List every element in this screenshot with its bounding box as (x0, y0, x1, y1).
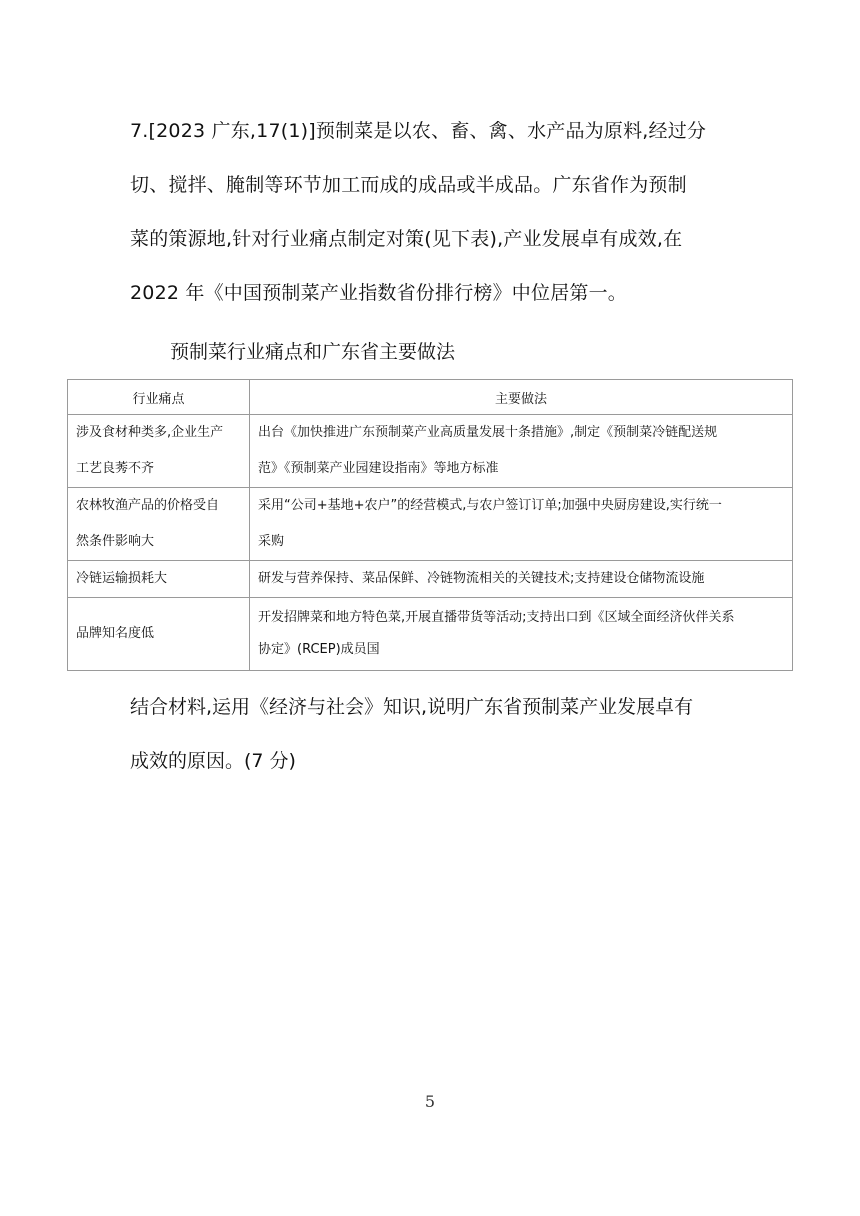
cell-line: 品牌知名度低 (76, 626, 155, 641)
intro-line: 切、搅拌、腌制等环节加工而成的成品或半成品。广东省作为预制 (130, 174, 687, 196)
table-row (68, 561, 793, 598)
question-prompt (130, 680, 740, 788)
cell-line: 出台《加快推进广东预制菜产业高质量发展十条措施》,制定《预制菜冷链配送规 (258, 425, 718, 440)
page-number: 5 (424, 1092, 436, 1111)
measure-cell (250, 598, 793, 671)
cell-line: 采用“公司+基地+农户”的经营模式,与农户签订订单;加强中央厨房建设,实行统一 (258, 498, 722, 513)
table-row (68, 488, 793, 561)
cell-line: 然条件影响大 (76, 534, 155, 549)
intro-line: 7.[2023 广东,17(1)]预制菜是以农、畜、禽、水产品为原料,经过分 (130, 120, 707, 142)
cell-line: 冷链运输损耗大 (76, 571, 168, 586)
prompt-line: 结合材料,运用《经济与社会》知识,说明广东省预制菜产业发展卓有 (130, 696, 694, 718)
cell-line: 范》《预制菜产业园建设指南》等地方标准 (258, 461, 499, 476)
cell-line: 开发招牌菜和地方特色菜,开展直播带货等活动;支持出口到《区域全面经济伙伴关系 (258, 610, 735, 625)
intro-line: 菜的策源地,针对行业痛点制定对策(见下表),产业发展卓有成效,在 (130, 228, 683, 250)
table-header-row (68, 380, 793, 415)
cell-line: 协定》(RCEP)成员国 (258, 642, 380, 657)
header-pain-point: 行业痛点 (68, 380, 250, 415)
pain-point-cell (68, 561, 250, 598)
table-row (68, 598, 793, 671)
pain-point-cell (68, 598, 250, 671)
question-intro (130, 104, 730, 320)
measure-cell (250, 488, 793, 561)
cell-line: 研发与营养保持、菜品保鲜、冷链物流相关的关键技术;支持建设仓储物流设施 (258, 571, 705, 586)
intro-line: 2022 年《中国预制菜产业指数省份排行榜》中位居第一。 (130, 282, 627, 304)
measure-cell (250, 561, 793, 598)
prompt-line: 成效的原因。(7 分) (130, 750, 296, 772)
cell-line: 工艺良莠不齐 (76, 461, 155, 476)
pain-point-cell (68, 488, 250, 561)
practices-table (67, 379, 793, 671)
header-main-measures: 主要做法 (250, 380, 793, 415)
pain-point-cell (68, 415, 250, 488)
cell-line: 采购 (258, 534, 285, 549)
table-row (68, 415, 793, 488)
cell-line: 农林牧渔产品的价格受自 (76, 498, 220, 513)
table-title: 预制菜行业痛点和广东省主要做法 (170, 341, 456, 363)
measure-cell (250, 415, 793, 488)
cell-line: 涉及食材种类多,企业生产 (76, 425, 224, 440)
